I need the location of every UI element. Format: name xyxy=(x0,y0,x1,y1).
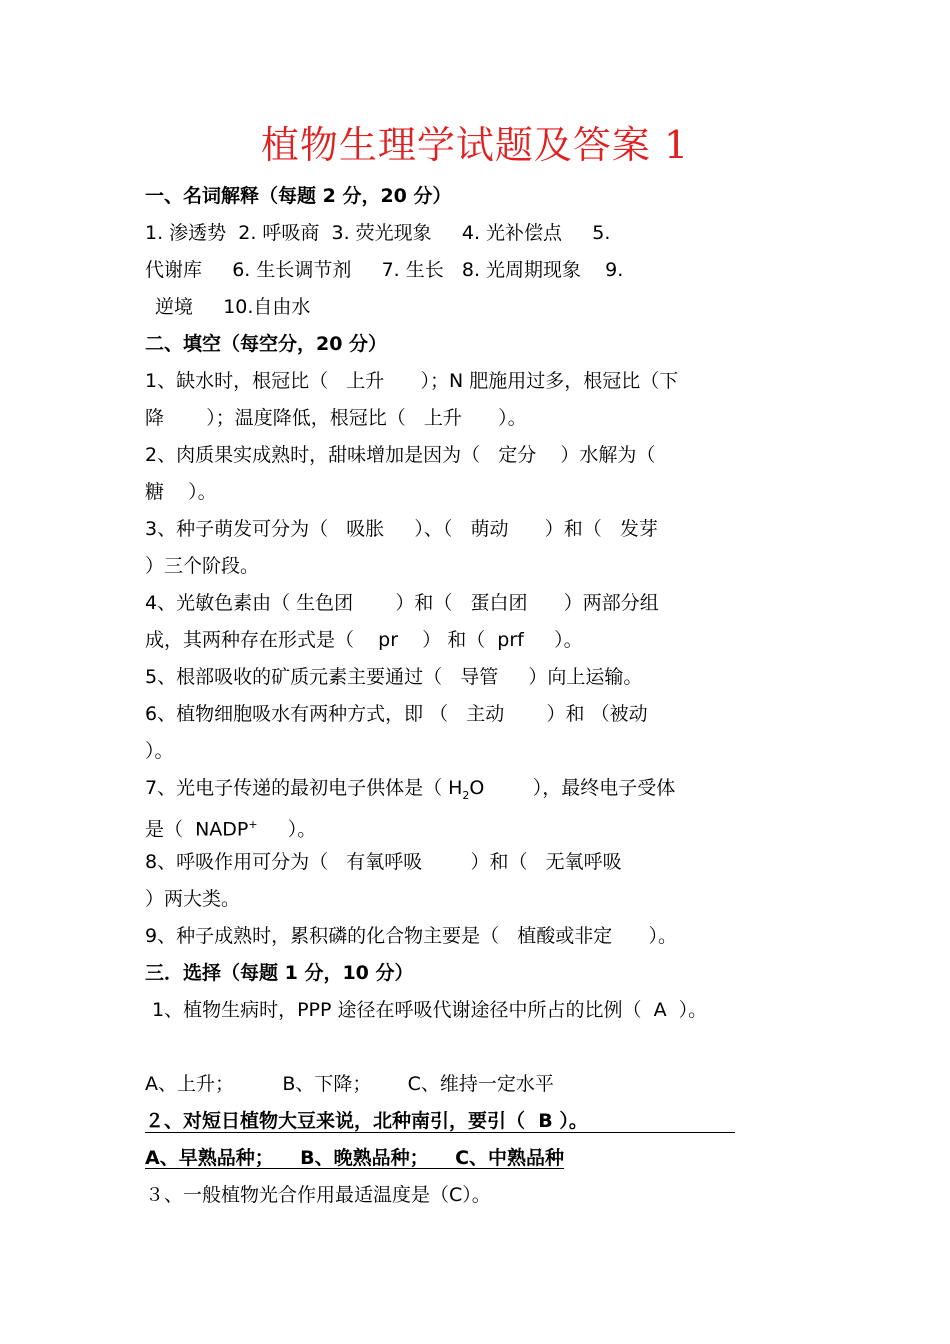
fill-line: 糖 ）。 xyxy=(145,481,217,503)
fill-line: ）三个阶段。 xyxy=(145,555,260,577)
section1-line: 逆境 10.自由水 xyxy=(155,296,311,318)
underline-rule xyxy=(145,1132,735,1133)
fill-line: 1、缺水时，根冠比（ 上升 ）；N 肥施用过多，根冠比（下 xyxy=(145,370,679,392)
fill-line: 9、种子成熟时，累积磷的化合物主要是（ 植酸或非定 ）。 xyxy=(145,925,677,947)
question-1-options: A、上升； B、下降； C、维持一定水平 xyxy=(145,1073,554,1095)
fill-line: 5、根部吸收的矿质元素主要通过（ 导管 ）向上运输。 xyxy=(145,666,643,688)
fill-line: 成，其两种存在形式是（ pr ） 和（ prf ）。 xyxy=(145,629,583,651)
subscript: 2 xyxy=(462,788,470,802)
text-segment: ）。 xyxy=(257,818,317,841)
fill-line-electron-donor xyxy=(145,774,675,810)
superscript: + xyxy=(248,818,258,831)
fill-line: ）两大类。 xyxy=(145,888,241,910)
text-segment: O ），最终电子受体 xyxy=(469,777,676,799)
fill-line: 8、呼吸作用可分为（ 有氧呼吸 ）和（ 无氧呼吸 xyxy=(145,851,622,873)
question-2-options: A、早熟品种； B、晚熟品种； C、中熟品种 xyxy=(145,1147,565,1169)
text-segment: 是（ NADP xyxy=(145,818,249,841)
fill-line: 4、光敏色素由（ 生色团 ）和（ 蛋白团 ）两部分组 xyxy=(145,592,659,614)
fill-line: 2、肉质果实成熟时，甜味增加是因为（ 定分 ）水解为（ xyxy=(145,444,656,466)
section3-heading: 三．选择（每题 1 分，10 分） xyxy=(145,962,414,984)
question-1: 1、植物生病时，PPP 途径在呼吸代谢途径中所占的比例（ A ）。 xyxy=(152,999,708,1021)
fill-line: 6、植物细胞吸水有两种方式，即 （ 主动 ）和 （被动 xyxy=(145,703,648,725)
document-title: 植物生理学试题及答案 1 xyxy=(260,123,690,167)
section1-line: 代谢库 6. 生长调节剂 7. 生长 8. 光周期现象 9. xyxy=(145,259,624,281)
fill-line: 3、种子萌发可分为（ 吸胀 ）、（ 萌动 ）和（ 发芽 xyxy=(145,518,658,540)
section1-heading: 一、名词解释（每题 2 分，20 分） xyxy=(145,185,452,207)
fill-line-electron-acceptor xyxy=(145,811,316,843)
section2-heading: 二、填空（每空分，20 分） xyxy=(145,333,388,355)
text-segment: 7、光电子传递的最初电子供体是（ H xyxy=(145,777,463,799)
fill-line: ）。 xyxy=(145,740,174,762)
question-2: ２、对短日植物大豆来说，北种南引，要引（ B ）。 xyxy=(145,1110,588,1132)
question-3: ３、一般植物光合作用最适温度是（C）。 xyxy=(145,1184,491,1206)
fill-line: 降 ）；温度降低，根冠比（ 上升 ）。 xyxy=(145,407,527,429)
section1-line: 1. 渗透势 2. 呼吸商 3. 荧光现象 4. 光补偿点 5. xyxy=(145,222,611,244)
